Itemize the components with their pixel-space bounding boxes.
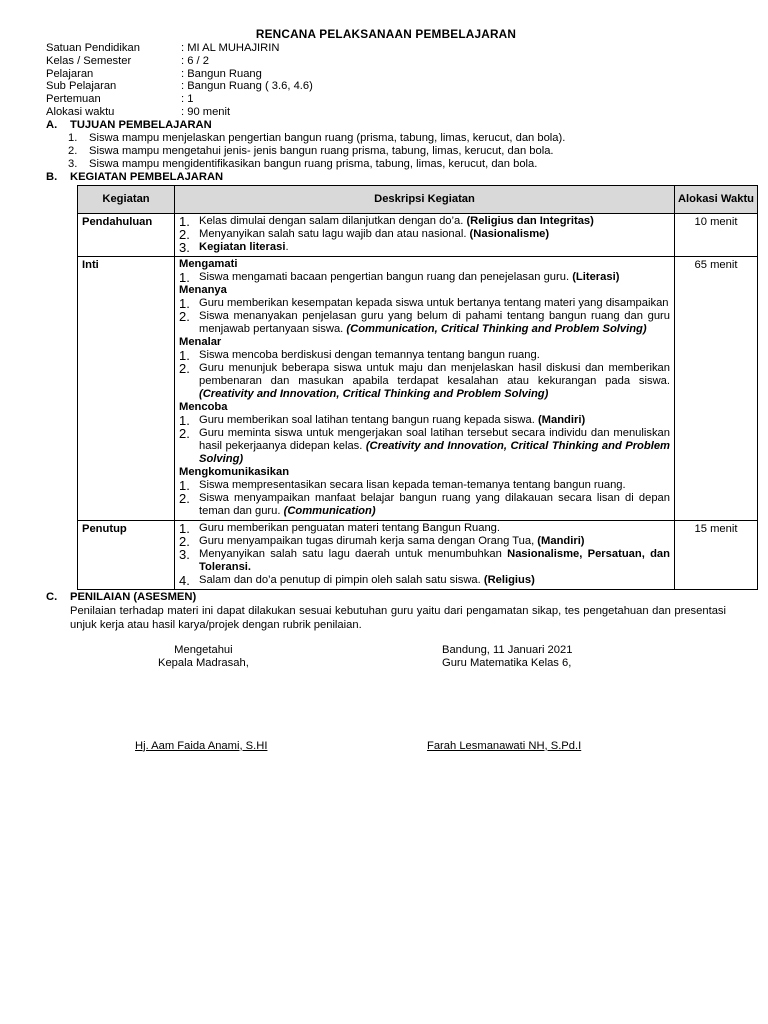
- list-item: [179, 414, 670, 427]
- activity-description: [175, 256, 675, 520]
- list-item: [179, 548, 670, 574]
- identity-row: [46, 68, 726, 81]
- table-row: [78, 213, 758, 256]
- item-value-tag: Kegiatan literasi: [199, 240, 286, 253]
- activity-duration: 15 menit: [675, 520, 758, 589]
- signature-right: [442, 644, 572, 670]
- item-body: Siswa mencoba berdiskusi dengan temannya tentang bangun ruang.: [199, 348, 540, 361]
- identity-block: [46, 42, 726, 119]
- item-value-tag: (Mandiri): [537, 534, 585, 547]
- item-text: [199, 228, 670, 241]
- activity-subheading: Mengkomunikasikan: [179, 465, 290, 478]
- identity-value: : Bangun Ruang ( 3.6, 4.6): [181, 80, 313, 93]
- list-item: [179, 522, 670, 535]
- assessment-text: Penilaian terhadap materi ini dapat dilakukan sesuai kebutuhan guru yaitu dari pengamatan sikap, tes pengetahuan dan presentasi unjuk kerja atau hasil karya/projek dengan rubrik penilaian.: [70, 604, 726, 631]
- item-text: [199, 492, 670, 518]
- item-text: [199, 427, 670, 466]
- item-text: [199, 215, 670, 228]
- identity-value: : 6 / 2: [181, 54, 209, 67]
- signature-block: [46, 644, 726, 764]
- header-alokasi: Alokasi Waktu: [675, 185, 758, 213]
- list-item: [179, 271, 670, 284]
- objective-text: Siswa mampu mengetahui jenis- jenis bangun ruang prisma, tabung, limas, kerucut, dan bola.: [89, 144, 554, 157]
- list-item: [179, 297, 670, 310]
- item-text: [199, 310, 670, 336]
- item-text: [199, 535, 670, 548]
- header-kegiatan: Kegiatan: [78, 185, 175, 213]
- item-body: Guru menunjuk beberapa siswa untuk maju dan menjelaskan hasil diskusi dan memberikan pembenaran dan masukan apabila terdapat kesalahan atau kekurangan pada siswa.: [199, 361, 670, 387]
- item-body: Guru memberikan kesempatan kepada siswa untuk bertanya tentang materi yang disampaikan: [199, 296, 669, 309]
- item-number: 1.: [179, 347, 190, 363]
- item-number: 2.: [179, 226, 190, 242]
- activities-table: [77, 185, 758, 590]
- item-body: Guru meminta siswa untuk mengerjakan soal latihan tersebut secara individu dan menuliskan hasil pekerjaanya didepan kelas.: [199, 426, 670, 452]
- section-letter: C.: [46, 590, 58, 603]
- objective-number: 2.: [68, 144, 78, 157]
- header-deskripsi: Deskripsi Kegiatan: [175, 185, 675, 213]
- item-text: [199, 297, 670, 310]
- item-value-tag: (Literasi): [572, 270, 620, 283]
- item-value-tag: (Creativity and Innovation, Critical Thinking and Problem Solving): [199, 387, 549, 400]
- headmaster-name: Hj. Aam Faida Anami, S.HI: [135, 739, 268, 752]
- objectives-list: [46, 132, 726, 171]
- section-c-heading: [46, 591, 726, 604]
- item-number: 2.: [179, 490, 190, 506]
- activity-phase: Pendahuluan: [78, 213, 175, 256]
- activity-subheading: Mencoba: [179, 400, 228, 413]
- identity-value: : Bangun Ruang: [181, 67, 262, 80]
- activity-phase: Penutup: [78, 520, 175, 589]
- item-number: 3.: [179, 546, 190, 562]
- identity-label: Pertemuan: [46, 93, 101, 106]
- identity-row: [46, 55, 726, 68]
- list-item: [179, 492, 670, 518]
- activity-subheading: Mengamati: [179, 257, 238, 270]
- item-body: Menyanyikan salah satu lagu wajib dan atau nasional.: [199, 227, 470, 240]
- item-text: [199, 522, 670, 535]
- item-value-tag: (Communication, Critical Thinking and Problem Solving): [346, 322, 647, 335]
- list-item: [179, 362, 670, 401]
- list-item: [179, 215, 670, 228]
- item-number: 1.: [179, 412, 190, 428]
- signature-left-line1: Mengetahui: [174, 643, 233, 656]
- identity-label: Sub Pelajaran: [46, 80, 117, 93]
- signature-right-line2: Guru Matematika Kelas 6,: [442, 656, 572, 669]
- item-body: Guru memberikan penguatan materi tentang Bangun Ruang.: [199, 521, 501, 534]
- activity-phase: Inti: [78, 256, 175, 520]
- item-value-tag: (Communication): [283, 504, 376, 517]
- activity-subheading: Menanya: [179, 283, 227, 296]
- item-trailing: .: [285, 240, 289, 253]
- item-number: 1.: [179, 477, 190, 493]
- identity-value: : 90 menit: [181, 105, 231, 118]
- section-title: KEGIATAN PEMBELAJARAN: [70, 170, 224, 183]
- list-item: [179, 349, 670, 362]
- item-body: Menyanyikan salah satu lagu daerah untuk menumbuhkan: [199, 547, 508, 560]
- identity-value: : 1: [181, 93, 194, 106]
- section-title: PENILAIAN (ASESMEN): [70, 590, 197, 603]
- item-number: 1.: [179, 213, 190, 229]
- identity-row: [46, 106, 726, 119]
- item-text: [199, 574, 670, 587]
- identity-label: Kelas / Semester: [46, 54, 132, 67]
- item-text: [199, 362, 670, 401]
- activity-duration: 10 menit: [675, 213, 758, 256]
- item-text: [199, 414, 670, 427]
- list-item: [179, 427, 670, 466]
- item-body: Siswa mempresentasikan secara lisan kepada teman-temanya tentang bangun ruang.: [199, 478, 626, 491]
- document-title: RENCANA PELAKSANAAN PEMBELAJARAN: [255, 27, 517, 41]
- item-value-tag: (Mandiri): [537, 413, 586, 426]
- lesson-plan-document: [46, 27, 755, 764]
- section-title: TUJUAN PEMBELAJARAN: [70, 118, 212, 131]
- objective-text: Siswa mampu menjelaskan pengertian bangun ruang (prisma, tabung, limas, kerucut, dan bola).: [89, 131, 566, 144]
- item-number: 1.: [179, 269, 190, 285]
- activity-subheading: Menalar: [179, 335, 222, 348]
- item-number: 2.: [179, 360, 190, 376]
- item-body: Siswa menanyakan penjelasan guru yang belum di pahami tentang bangun ruang dan guru menjawab pertanyaan siswa.: [199, 309, 670, 335]
- item-text: [199, 548, 670, 574]
- list-item: [179, 241, 670, 254]
- item-body: Guru menyampaikan tugas dirumah kerja sama dengan Orang Tua,: [199, 534, 538, 547]
- list-item: [179, 574, 670, 587]
- signature-right-line1: Bandung, 11 Januari 2021: [442, 643, 573, 656]
- identity-label: Alokasi waktu: [46, 105, 115, 118]
- item-value-tag: (Religius dan Integritas): [466, 214, 594, 227]
- item-value-tag: (Creativity and Innovation, Critical Thinking and Problem Solving): [199, 439, 671, 465]
- section-letter: A.: [46, 118, 58, 131]
- objective-item: [68, 145, 726, 158]
- table-row: [78, 256, 758, 520]
- identity-row: [46, 42, 726, 55]
- identity-value: : MI AL MUHAJIRIN: [181, 42, 280, 54]
- objective-number: 1.: [68, 131, 78, 144]
- item-body: Guru memberikan soal latihan tentang bangun ruang kepada siswa.: [199, 413, 538, 426]
- item-number: 2.: [179, 533, 190, 549]
- item-number: 3.: [179, 239, 190, 255]
- objective-number: 3.: [68, 157, 78, 170]
- list-item: [179, 228, 670, 241]
- item-text: [199, 479, 670, 492]
- item-body: Salam dan do’a penutup di pimpin oleh salah satu siswa.: [199, 573, 484, 586]
- item-number: 4.: [179, 572, 190, 588]
- item-number: 1.: [179, 295, 190, 311]
- item-body: Siswa mengamati bacaan pengertian bangun ruang dan penejelasan guru.: [199, 270, 573, 283]
- list-item: [179, 310, 670, 336]
- section-b-heading: [46, 171, 726, 184]
- table-row: [78, 520, 758, 589]
- activity-description: [175, 520, 675, 589]
- signature-left: [158, 644, 249, 670]
- item-number: 1.: [179, 520, 190, 536]
- activity-duration: 65 menit: [675, 256, 758, 520]
- item-number: 2.: [179, 308, 190, 324]
- activity-description: [175, 213, 675, 256]
- item-value-tag: (Religius): [483, 573, 535, 586]
- identity-row: [46, 93, 726, 106]
- identity-row: [46, 80, 726, 93]
- teacher-name: Farah Lesmanawati NH, S.Pd.I: [427, 739, 582, 752]
- identity-label: Pelajaran: [46, 67, 94, 80]
- item-number: 2.: [179, 425, 190, 441]
- identity-label: Satuan Pendidikan: [46, 42, 140, 54]
- objective-text: Siswa mampu mengidentifikasikan bangun ruang prisma, tabung, limas, kerucut, dan bola.: [89, 157, 538, 170]
- list-item: [179, 479, 670, 492]
- item-body: Kelas dimulai dengan salam dilanjutkan dengan do’a.: [199, 214, 467, 227]
- item-text: [199, 349, 670, 362]
- item-text: [199, 241, 670, 254]
- item-body: Siswa menyampaikan manfaat belajar bangun ruang yang dilakauan secara lisan di depan teman dan guru.: [199, 491, 670, 517]
- signature-left-line2: Kepala Madrasah,: [158, 656, 249, 669]
- section-a-heading: [46, 119, 726, 132]
- item-text: [199, 271, 670, 284]
- objective-item: [68, 158, 726, 171]
- objective-item: [68, 132, 726, 145]
- list-item: [179, 535, 670, 548]
- section-letter: B.: [46, 170, 58, 183]
- item-value-tag: (Nasionalisme): [469, 227, 550, 240]
- item-value-tag: Nasionalisme, Persatuan, dan Toleransi.: [199, 547, 670, 573]
